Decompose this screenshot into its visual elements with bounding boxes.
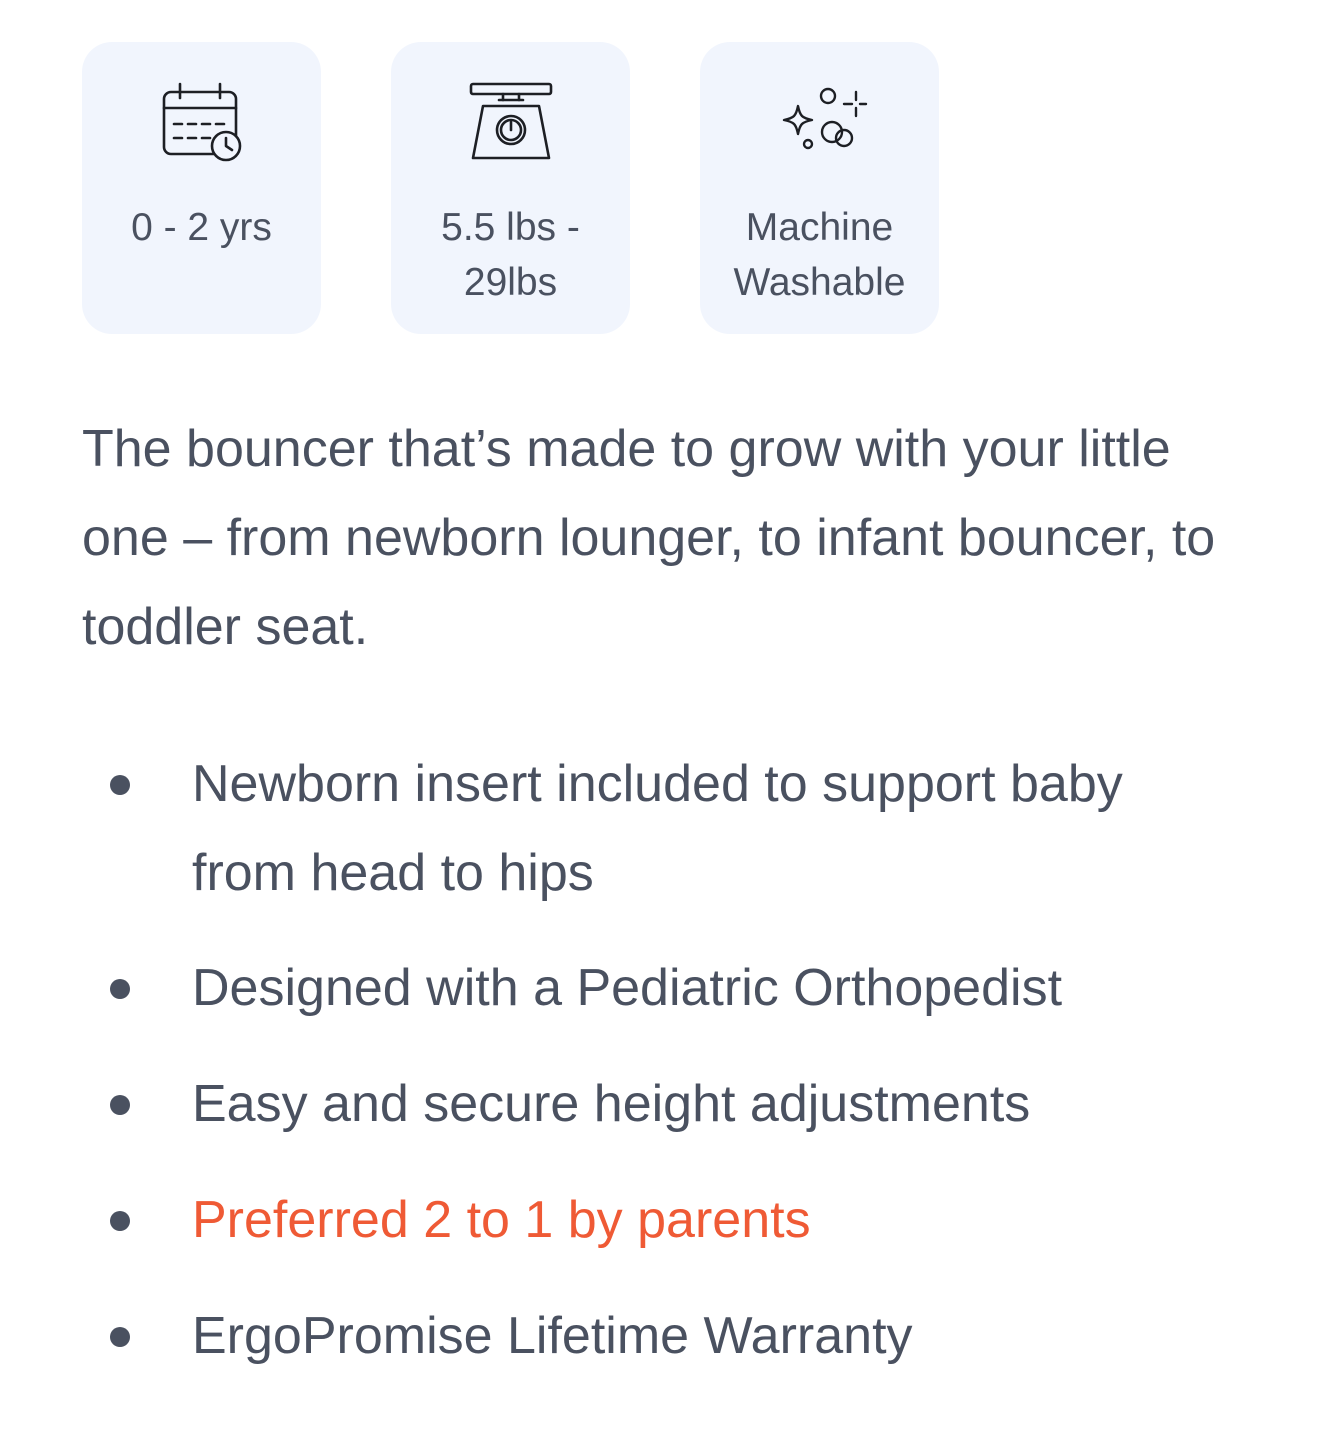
bullet-icon (110, 775, 130, 795)
list-item-text: Designed with a Pediatric Orthopedist (192, 959, 1063, 1017)
feature-cards (82, 42, 939, 334)
feature-label-age: 0 - 2 yrs (131, 206, 272, 249)
list-item-text: Easy and secure height adjustments (192, 1075, 1031, 1133)
bullet-icon (110, 1095, 130, 1115)
list-item-text: Preferred 2 to 1 by parents (192, 1191, 811, 1249)
feature-label-weight: 5.5 lbs - 29lbs (441, 206, 580, 304)
feature-card-weight (391, 42, 630, 334)
calendar-clock-icon (154, 78, 250, 174)
feature-label-washable: Machine Washable (733, 206, 906, 304)
list-item (110, 944, 1230, 1033)
feature-card-age (82, 42, 321, 334)
bullet-icon (110, 979, 130, 999)
bullet-icon (110, 1327, 130, 1347)
list-item-text: ErgoPromise Lifetime Warranty (192, 1307, 913, 1365)
bullet-icon (110, 1211, 130, 1231)
feature-card-washable (700, 42, 939, 334)
list-item (110, 1060, 1230, 1149)
list-item (110, 740, 1230, 918)
weight-scale-icon (463, 78, 559, 174)
list-item-highlight (110, 1176, 1230, 1265)
product-intro: The bouncer that’s made to grow with your little one – from newborn lounger, to infant bouncer, to toddler seat. (82, 420, 1216, 656)
list-item-text: Newborn insert included to support baby from head to hips (192, 755, 1123, 902)
list-item (110, 1292, 1230, 1381)
sparkle-bubbles-icon (772, 78, 868, 174)
